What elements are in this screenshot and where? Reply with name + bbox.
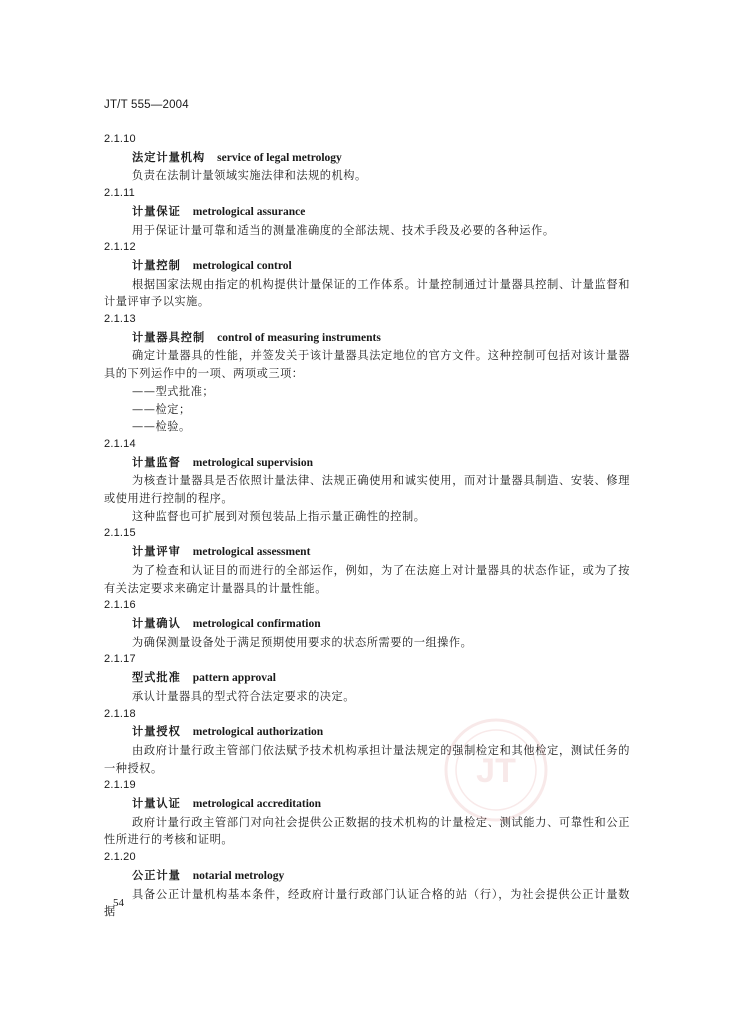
clause-number: 2.1.10: [104, 133, 136, 145]
list-item: ——型式批准；: [132, 384, 215, 398]
document-body: [104, 131, 630, 921]
definition-paragraph: 为确保测量设备处于满足预期使用要求的状态所需要的一组操作。: [132, 635, 473, 649]
term-chinese: 计量控制: [132, 257, 181, 272]
clause-number: 2.1.17: [104, 653, 136, 666]
clause-number: 2.1.19: [104, 779, 136, 792]
clause-number: 2.1.14: [104, 437, 136, 450]
definition-paragraph: 政府计量行政主管部门对向社会提供公正数据的技术机构的计量检定、测试能力、可靠性和公正性所进行的考核和证明。: [104, 815, 630, 847]
term-heading: [104, 615, 630, 634]
term-english: service of legal metrology: [217, 151, 342, 164]
definition-paragraph: 负责在法制计量领域实施法律和法规的机构。: [132, 169, 367, 183]
clause-number: 2.1.12: [104, 241, 136, 254]
term-heading: [104, 669, 630, 688]
term-english: metrological assessment: [192, 546, 311, 559]
clause-number: 2.1.16: [104, 599, 136, 612]
term-chinese: 计量确认: [132, 615, 181, 630]
definition-paragraph: 为了检查和认证目的而进行的全部运作，例如，为了在法庭上对计量器具的状态作证，或为了按有关法定要求来确定计量器具的计量性能。: [104, 563, 630, 595]
term-chinese: 计量保证: [132, 203, 181, 218]
term-chinese: 计量认证: [132, 796, 181, 811]
term-english: notarial metrology: [192, 869, 285, 882]
definition-paragraph: 承认计量器具的型式符合法定要求的决定。: [132, 689, 356, 703]
term-chinese: 计量监督: [132, 454, 181, 469]
term-english: metrological confirmation: [192, 617, 321, 630]
term-heading: [104, 149, 630, 168]
svg-text:JT: JT: [476, 752, 516, 790]
term-heading: [104, 257, 630, 276]
term-heading: [104, 867, 630, 886]
term-chinese: 计量授权: [132, 724, 181, 739]
term-chinese: 计量器具控制: [132, 329, 206, 344]
term-heading: [104, 329, 630, 348]
term-english: metrological supervision: [192, 456, 313, 469]
definition-paragraph: 根据国家法规由指定的机构提供计量保证的工作体系。计量控制通过计量器具控制、计量监督和计量评审予以实施。: [104, 277, 630, 309]
definition-paragraph: 具备公正计量机构基本条件，经政府计量行政部门认证合格的站（行），为社会提供公正计量数据: [104, 887, 630, 919]
term-chinese: 计量评审: [132, 544, 181, 559]
term-heading: [104, 543, 630, 562]
clause-number: 2.1.13: [104, 313, 136, 326]
term-english: metrological assurance: [192, 205, 306, 218]
definition-paragraph: 这种监督也可扩展到对预包装品上指示量正确性的控制。: [132, 509, 426, 523]
term-english: control of measuring instruments: [217, 331, 381, 344]
term-heading: [104, 203, 630, 222]
term-chinese: 型式批准: [132, 670, 181, 685]
standard-code-header: JT/T 555—2004: [104, 99, 189, 111]
clause-number: 2.1.20: [104, 851, 136, 864]
definition-paragraph: 确定计量器具的性能，并签发关于该计量器具法定地位的官方文件。这种控制可包括对该计量器具的下列运作中的一项、两项或三项：: [104, 349, 630, 381]
list-item: ——检定；: [132, 402, 191, 416]
term-english: pattern approval: [192, 672, 276, 685]
clause-number: 2.1.11: [104, 187, 135, 200]
term-chinese: 法定计量机构: [132, 149, 206, 164]
clause-number: 2.1.15: [104, 527, 136, 540]
term-english: metrological control: [192, 259, 292, 272]
term-heading: [104, 795, 630, 814]
definition-paragraph: 由政府计量行政主管部门依法赋予技术机构承担计量法规定的强制检定和其他检定，测试任务的一种授权。: [104, 743, 630, 775]
term-english: metrological accreditation: [192, 798, 322, 811]
page-number: 54: [113, 897, 124, 909]
term-heading: [104, 454, 630, 473]
term-heading: [104, 723, 630, 742]
jt-watermark-stamp: [442, 716, 550, 824]
clause-number: 2.1.18: [104, 707, 136, 720]
definition-paragraph: 用于保证计量可靠和适当的测量准确度的全部法规、技术手段及必要的各种运作。: [132, 223, 555, 237]
term-english: metrological authorization: [192, 726, 324, 739]
list-item: ——检验。: [132, 420, 191, 434]
term-chinese: 公正计量: [132, 867, 181, 882]
definition-paragraph: 为核查计量器具是否依照计量法律、法规正确使用和诚实使用，而对计量器具制造、安装、修理或使用进行控制的程序。: [104, 474, 630, 506]
